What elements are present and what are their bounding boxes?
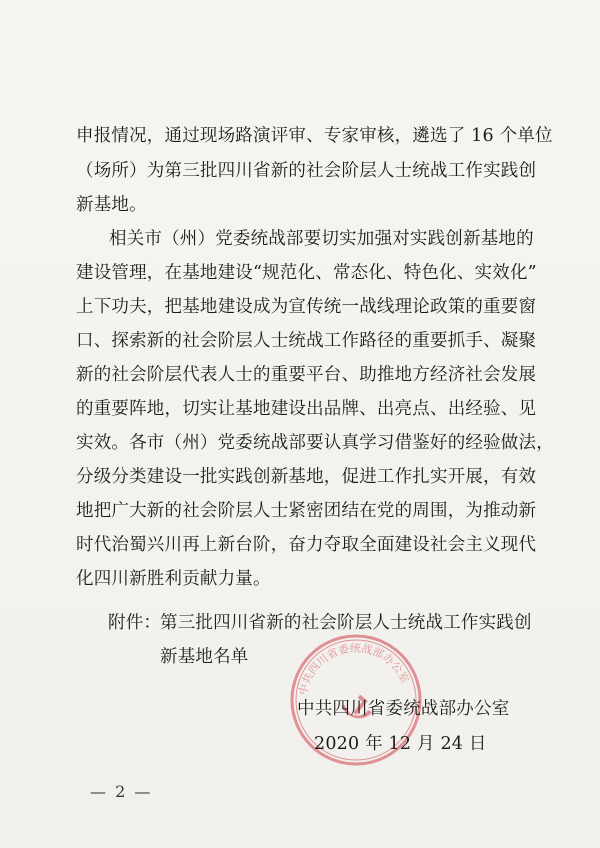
body-line-8: 新的社会阶层代表人士的重要平台、助推地方经济社会发展 bbox=[76, 365, 537, 385]
body-line-12: 地把广大新的社会阶层人士紧密团结在党的周围，为推动新 bbox=[76, 501, 537, 521]
body-line-13: 时代治蜀兴川再上新台阶，奋力夺取全面建设社会主义现代 bbox=[76, 535, 537, 555]
seal-text: 中共四川省委统战部办公室 bbox=[296, 641, 412, 697]
attachment-label: 附件： bbox=[108, 613, 162, 633]
attachment-line-1: 第三批四川省新的社会阶层人士统战工作实践创 bbox=[160, 613, 532, 633]
page-number: — 2 — bbox=[90, 782, 153, 801]
body-line-3: 新基地。 bbox=[76, 195, 147, 215]
issue-date: 2020 年 12 月 24 日 bbox=[314, 734, 487, 754]
body-line-9: 的重要阵地，切实让基地建设出品牌、出亮点、出经验、见 bbox=[76, 399, 537, 419]
body-line-2: （场所）为第三批四川省新的社会阶层人士统战工作实践创 bbox=[76, 161, 537, 181]
body-line-5: 建设管理，在基地建设“规范化、常态化、特色化、实效化” bbox=[76, 263, 537, 283]
body-line-10: 实效。各市（州）党委统战部要认真学习借鉴好的经验做法， bbox=[76, 433, 554, 453]
body-line-7: 口、探索新的社会阶层人士统战工作路径的重要抓手、凝聚 bbox=[76, 331, 537, 351]
attachment-line-2: 新基地名单 bbox=[160, 647, 249, 667]
body-line-6: 上下功夫，把基地建设成为宣传统一战线理论政策的重要窗 bbox=[76, 297, 537, 317]
issuer-name: 中共四川省委统战部办公室 bbox=[297, 699, 510, 719]
body-line-4: 相关市（州）党委统战部要切实加强对实践创新基地的 bbox=[109, 229, 534, 249]
body-line-11: 分级分类建设一批实践创新基地，促进工作扎实开展，有效 bbox=[76, 467, 537, 487]
body-line-1: 申报情况，通过现场路演评审、专家审核，遴选了 16 个单位 bbox=[76, 126, 553, 146]
body-line-14: 化四川新胜利贡献力量。 bbox=[76, 569, 271, 589]
